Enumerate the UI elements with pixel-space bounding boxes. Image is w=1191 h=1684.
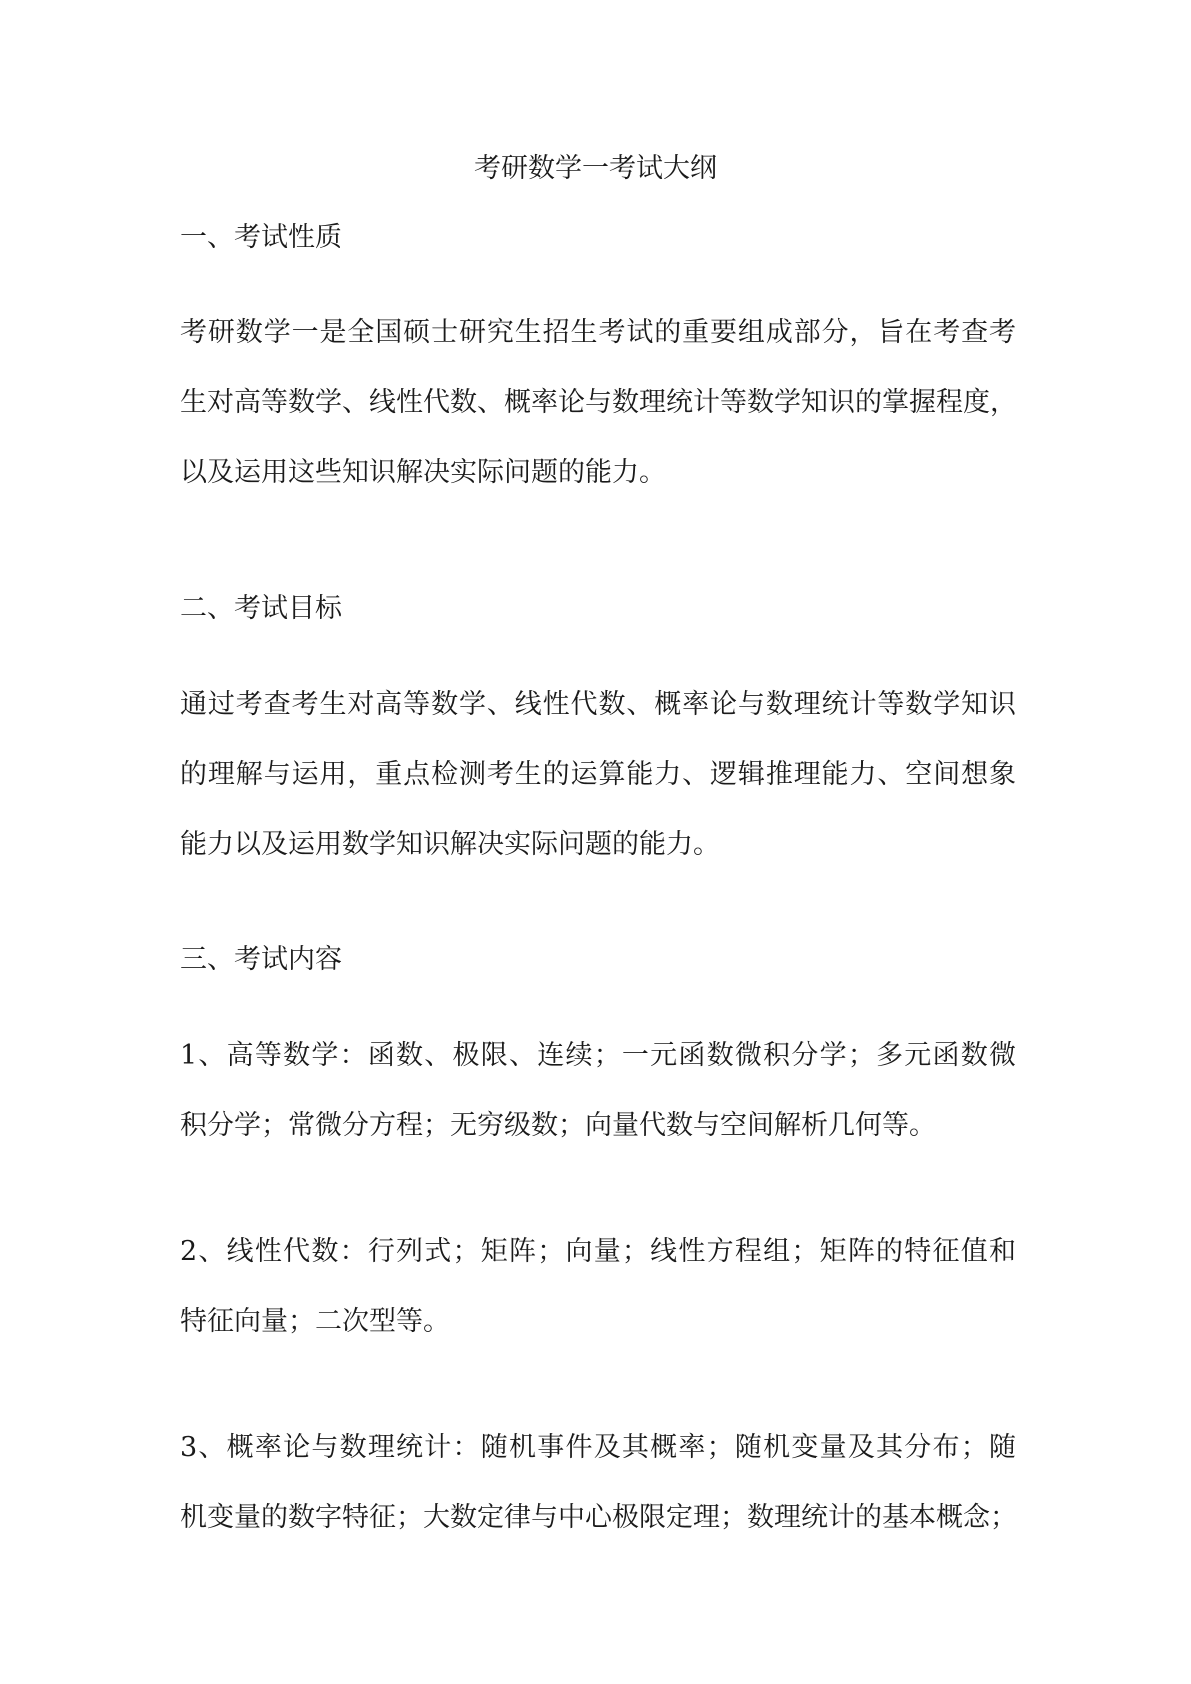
paragraph-line: 能力以及运用数学知识解决实际问题的能力。 [180,829,720,860]
section-heading-nature: 一、考试性质 [180,222,342,253]
section-heading-goal: 二、考试目标 [180,593,342,624]
paragraph-line: 机变量的数字特征；大数定律与中心极限定理；数理统计的基本概念； [180,1502,1017,1533]
section-heading-content: 三、考试内容 [180,944,342,975]
paragraph-line: 的理解与运用，重点检测考生的运算能力、逻辑推理能力、空间想象 [180,759,1016,790]
paragraph-line: 通过考查考生对高等数学、线性代数、概率论与数理统计等数学知识 [180,689,1016,720]
paragraph-line: 特征向量；二次型等。 [180,1306,450,1337]
section-paragraph-nature [180,298,1016,508]
content-item-linear-algebra [180,1217,1016,1357]
document-title: 考研数学一考试大纲 [474,153,717,184]
paragraph-line: 1、高等数学：函数、极限、连续；一元函数微积分学；多元函数微 [180,1040,1016,1071]
paragraph-line: 生对高等数学、线性代数、概率论与数理统计等数学知识的掌握程度， [180,387,1017,418]
paragraph-line: 3、概率论与数理统计：随机事件及其概率；随机变量及其分布；随 [180,1432,1016,1463]
paragraph-line: 2、线性代数：行列式；矩阵；向量；线性方程组；矩阵的特征值和 [180,1236,1016,1267]
content-item-probability [180,1413,1016,1553]
content-item-advanced-math [180,1021,1016,1161]
paragraph-line: 考研数学一是全国硕士研究生招生考试的重要组成部分，旨在考查考 [180,317,1016,348]
paragraph-line: 积分学；常微分方程；无穷级数；向量代数与空间解析几何等。 [180,1110,936,1141]
section-paragraph-goal [180,670,1016,880]
paragraph-line: 以及运用这些知识解决实际问题的能力。 [180,457,666,488]
